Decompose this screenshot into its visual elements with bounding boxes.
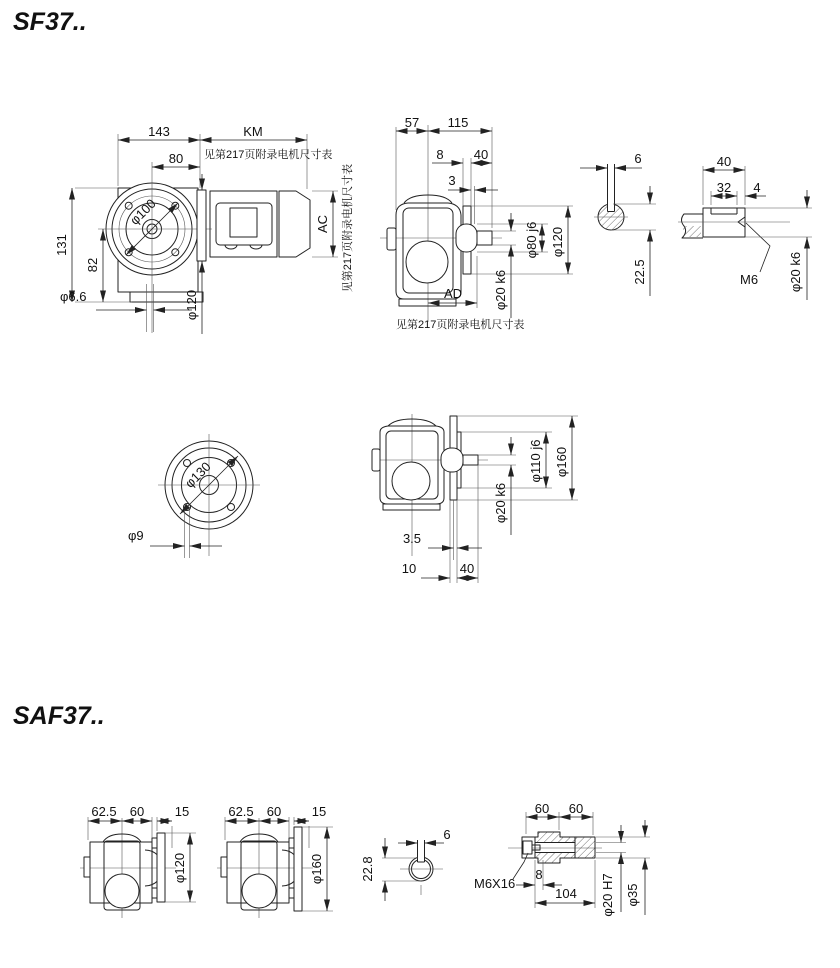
dim-40-2: 40 — [459, 561, 475, 576]
dim-10: 10 — [401, 561, 417, 576]
page-title-saf: SAF37.. — [13, 702, 105, 730]
dim-phi120-adapter: φ120 — [184, 289, 199, 321]
dim-131: 131 — [54, 234, 69, 256]
dim-62-5-b: 62.5 — [228, 804, 254, 819]
dim-62-5-a: 62.5 — [91, 804, 117, 819]
dim-key-width-6: 6 — [634, 151, 642, 166]
dim-phi80: φ80 j6 — [524, 221, 539, 259]
dim-82: 82 — [85, 257, 100, 273]
dim-104: 104 — [555, 886, 577, 901]
dim-143: 143 — [148, 124, 170, 139]
dim-phi130: φ130 — [181, 458, 214, 491]
dim-phi9: φ9 — [128, 528, 144, 543]
dim-phi160-sf: φ160 — [554, 446, 569, 478]
saf-front-view-phi160 — [217, 804, 333, 918]
page-title-sf: SF37.. — [13, 8, 87, 36]
dim-km: KM — [243, 124, 263, 139]
saf-bore-key-section — [360, 827, 451, 901]
dim-22-8: 22.8 — [360, 856, 375, 882]
dim-phi20-k6-2: φ20 k6 — [493, 482, 508, 524]
dim-shaft-40: 40 — [716, 154, 732, 169]
dim-shaft-4: 4 — [753, 180, 761, 195]
dim-60-b: 60 — [266, 804, 282, 819]
dim-15-a: 15 — [174, 804, 190, 819]
dim-15-b: 15 — [311, 804, 327, 819]
dim-phi20-k6: φ20 k6 — [493, 269, 508, 311]
dim-phi20-h7: φ20 H7 — [600, 873, 615, 917]
dim-key-height-22-5: 22.5 — [632, 259, 647, 285]
dim-phi35: φ35 — [625, 883, 640, 907]
motor-note-horizontal: 见第217页附录电机尺寸表 — [204, 149, 333, 161]
dim-ad: AD — [443, 286, 463, 301]
dim-57: 57 — [404, 115, 420, 130]
dim-shaft-32: 32 — [716, 180, 732, 195]
dim-8b: 8 — [535, 867, 543, 882]
motor-note-bottom: 见第217页附录电机尺寸表 — [396, 319, 525, 331]
dim-60-right: 60 — [568, 801, 584, 816]
motor-note-vertical: 见第217页附录电机尺寸表 — [342, 163, 354, 293]
dim-80: 80 — [168, 151, 184, 166]
dim-phi6-6: φ6.6 — [60, 289, 87, 304]
sf-shaft-key-section — [580, 151, 656, 296]
dim-phi120-flange: φ120 — [550, 226, 565, 258]
label-m6: M6 — [740, 272, 759, 287]
dim-key-width-6b: 6 — [443, 827, 451, 842]
dim-phi160-saf: φ160 — [309, 853, 324, 885]
dim-3: 3 — [448, 173, 456, 188]
dim-40: 40 — [473, 147, 489, 162]
dim-phi100: φ100 — [126, 195, 159, 228]
label-m6x16: M6X16 — [474, 876, 516, 891]
dim-60-a: 60 — [129, 804, 145, 819]
sf-flange-section-view — [372, 414, 578, 583]
sf-flange-face-view — [128, 434, 260, 558]
dim-8: 8 — [436, 147, 444, 162]
dim-115: 115 — [447, 115, 469, 130]
saf-front-view-phi120 — [80, 804, 196, 918]
dim-phi110: φ110 j6 — [528, 439, 543, 483]
sf-gearmotor-front-view — [54, 124, 354, 334]
dim-60-left: 60 — [534, 801, 550, 816]
dim-3-5: 3.5 — [402, 531, 422, 546]
sf-output-section-view — [380, 115, 573, 331]
saf-hollow-shaft-section — [474, 801, 650, 917]
dim-shaft-phi20: φ20 k6 — [788, 251, 803, 293]
sf-shaft-end-detail — [678, 154, 812, 300]
dim-ac: AC — [315, 214, 330, 234]
dim-phi120-saf: φ120 — [172, 852, 187, 884]
